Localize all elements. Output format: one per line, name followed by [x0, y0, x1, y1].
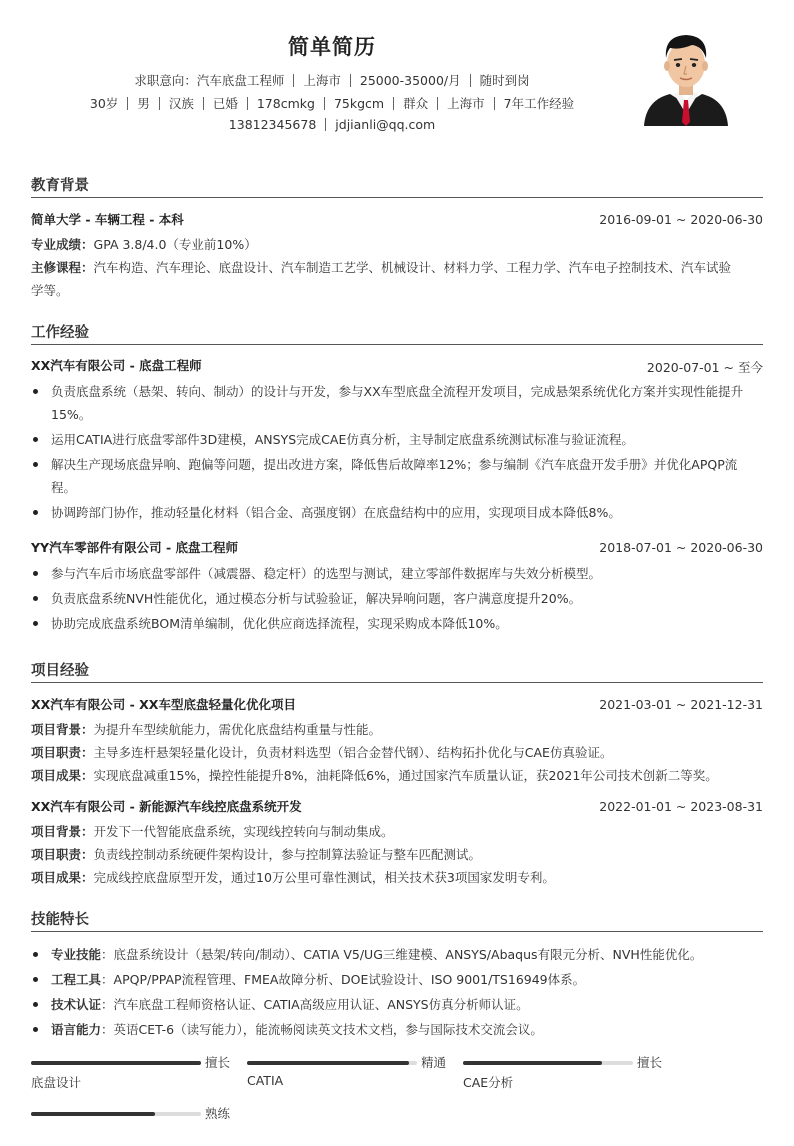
job-bullet: 协助完成底盘系统BOM清单编制，优化供应商选择流程，实现采购成本降低10%。 [51, 612, 763, 635]
field-label: 项目职责： [31, 847, 94, 862]
section-divider [31, 197, 763, 198]
skill-text: ：汽车底盘工程师资格认证、CATIA高级应用认证、ANSYS仿真分析师认证。 [101, 997, 529, 1012]
separator [393, 97, 394, 110]
skill-name: 底盘设计 [31, 1075, 82, 1090]
marital-status: 已婚 [212, 96, 238, 111]
skill-level: 擅长 [637, 1055, 663, 1070]
hometown: 上海市 [447, 96, 485, 111]
project-heading: XX汽车有限公司 - XX车型底盘轻量化优化项目 [31, 697, 296, 712]
skill-name: CAE分析 [463, 1075, 514, 1090]
job-date: 2020-07-01 ~ 至今 [646, 360, 763, 375]
info-line-2 [0, 94, 664, 112]
education-courses-cont: 学等。 [31, 283, 69, 298]
skill-label: 工程工具 [51, 972, 102, 987]
skills-title: 技能特长 [31, 912, 89, 928]
job-bullet: 参与汽车后市场底盘零部件（减震器、稳定杆）的选型与测试，建立零部件数据库与失效分析模型。 [51, 562, 763, 585]
section-divider [31, 682, 763, 683]
work-title: 工作经验 [31, 325, 89, 341]
skill-bar-fill [31, 1112, 155, 1116]
field-label: 项目背景： [31, 824, 94, 839]
field-label: 主修课程： [31, 260, 94, 275]
city: 上海市 [303, 73, 341, 88]
skill-item [51, 968, 763, 991]
project-date: 2021-03-01 ~ 2021-12-31 [599, 697, 763, 712]
skill-label: 技术认证 [51, 997, 102, 1012]
section-divider [31, 931, 763, 932]
experience-years: 7年工作经验 [503, 96, 575, 111]
field-value: 为提升车型续航能力，需优化底盘结构重量与性能。 [93, 722, 382, 737]
skill-bar-track [247, 1061, 417, 1065]
field-value: 汽车构造、汽车理论、底盘设计、汽车制造工艺学、机械设计、材料力学、工程力学、汽车电子控制技术、汽车试验 [93, 260, 732, 275]
skill-bar-fill [463, 1061, 602, 1065]
project-result [31, 764, 763, 787]
job-heading: YY汽车零部件有限公司 - 底盘工程师 [31, 540, 238, 555]
separator [325, 118, 326, 131]
skill-bar [31, 1106, 231, 1146]
email[interactable]: jdjianli@qq.com [335, 117, 436, 132]
gender: 男 [137, 96, 150, 111]
separator [293, 74, 294, 87]
skill-level: 精通 [421, 1055, 447, 1070]
separator [437, 97, 438, 110]
skill-bar [31, 1055, 231, 1095]
skill-bar-track [31, 1061, 201, 1065]
field-label: 项目成果： [31, 768, 94, 783]
education-heading: 简单大学 - 车辆工程 - 本科 [31, 212, 184, 227]
job-bullet-cont: 15%。 [51, 407, 92, 422]
education-title: 教育背景 [31, 178, 89, 194]
skill-bar-track [463, 1061, 633, 1065]
job-heading: XX汽车有限公司 - 底盘工程师 [31, 358, 202, 373]
field-label: 专业成绩： [31, 237, 94, 252]
project-background [31, 718, 763, 741]
skill-bar [463, 1055, 663, 1095]
field-value: 完成线控底盘原型开发，通过10万公里可靠性测试，相关技术获3项国家发明专利。 [93, 870, 555, 885]
skill-text: ：底盘系统设计（悬架/转向/制动）、CATIA V5/UG三维建模、ANSYS/Abaqus有限元分析、NVH性能优化。 [101, 947, 703, 962]
project-duty [31, 843, 763, 866]
separator [247, 97, 248, 110]
separator [324, 97, 325, 110]
separator [494, 97, 495, 110]
field-value: 负责线控制动系统硬件架构设计，参与控制算法验证与整车匹配测试。 [93, 847, 482, 862]
skill-text: ：APQP/PPAP流程管理、FMEA故障分析、DOE试验设计、ISO 9001/TS16949体系。 [101, 972, 586, 987]
job-intent: 求职意向：汽车底盘工程师 [134, 73, 285, 88]
field-label: 项目职责： [31, 745, 94, 760]
skill-level: 擅长 [205, 1055, 231, 1070]
weight: 75kgcm [333, 96, 385, 111]
skill-bar-fill [247, 1061, 409, 1065]
info-line-3 [0, 117, 664, 132]
education-courses [31, 256, 763, 279]
job-bullet-cont: 程。 [51, 480, 77, 495]
separator [350, 74, 351, 87]
field-value: 实现底盘减重15%，操控性能提升8%，油耗降低6%，通过国家汽车质量认证，获2021年公司技术创新二等奖。 [93, 768, 718, 783]
field-value: 开发下一代智能底盘系统，实现线控转向与制动集成。 [93, 824, 394, 839]
projects-title: 项目经验 [31, 663, 89, 679]
job-bullet: 协调跨部门协作，推动轻量化材料（铝合金、高强度钢）在底盘结构中的应用，实现项目成本降低8%。 [51, 501, 763, 524]
project-heading: XX汽车有限公司 - 新能源汽车线控底盘系统开发 [31, 799, 302, 814]
separator [470, 74, 471, 87]
job-bullet: 解决生产现场底盘异响、跑偏等问题，提出改进方案，降低售后故障率12%；参与编制《汽车底盘开发手册》并优化APQP流 [51, 453, 763, 476]
resume-name: 简单简历 [288, 35, 376, 59]
project-result [31, 866, 763, 889]
avatar-portrait-icon [640, 26, 732, 126]
job-bullet: 负责底盘系统（悬架、转向、制动）的设计与开发，参与XX车型底盘全流程开发项目，完成悬架系统优化方案并实现性能提升 [51, 380, 763, 403]
job-bullet: 负责底盘系统NVH性能优化，通过模态分析与试验验证，解决异响问题，客户满意度提升20%。 [51, 587, 763, 610]
age: 30岁 [89, 96, 119, 111]
skill-bar-track [31, 1112, 201, 1116]
salary: 25000-35000/月 [359, 73, 461, 88]
project-duty [31, 741, 763, 764]
field-value: GPA 3.8/4.0（专业前10%） [93, 237, 257, 252]
availability: 随时到岗 [479, 73, 530, 88]
height: 178cmkg [256, 96, 315, 111]
project-date: 2022-01-01 ~ 2023-08-31 [599, 799, 763, 814]
education-date: 2016-09-01 ~ 2020-06-30 [599, 212, 763, 227]
skill-bar [247, 1055, 447, 1095]
skill-item [51, 943, 763, 966]
field-label: 项目成果： [31, 870, 94, 885]
skill-name: CATIA [247, 1073, 284, 1088]
separator [203, 97, 204, 110]
section-divider [31, 344, 763, 345]
skill-text: ：英语CET-6（读写能力），能流畅阅读英文技术文档，参与国际技术交流会议。 [101, 1022, 543, 1037]
phone[interactable]: 13812345678 [228, 117, 317, 132]
job-bullet: 运用CATIA进行底盘零部件3D建模，ANSYS完成CAE仿真分析，主导制定底盘系统测试标准与验证流程。 [51, 428, 763, 451]
avatar [640, 26, 732, 126]
political-status: 群众 [403, 96, 429, 111]
field-value: 主导多连杆悬架轻量化设计，负责材料选型（铝合金替代钢）、结构拓扑优化与CAE仿真验证。 [93, 745, 613, 760]
skill-label: 专业技能 [51, 947, 102, 962]
skill-item [51, 1018, 763, 1041]
job-date: 2018-07-01 ~ 2020-06-30 [599, 540, 763, 555]
field-label: 项目背景： [31, 722, 94, 737]
skill-level: 熟练 [205, 1106, 231, 1121]
skill-label: 语言能力 [51, 1022, 102, 1037]
skill-bar-fill [31, 1061, 201, 1065]
education-score [31, 233, 763, 256]
separator [159, 97, 160, 110]
separator [127, 97, 128, 110]
ethnicity: 汉族 [168, 96, 194, 111]
info-line-1 [0, 71, 664, 89]
skill-item [51, 993, 763, 1016]
project-background [31, 820, 763, 843]
